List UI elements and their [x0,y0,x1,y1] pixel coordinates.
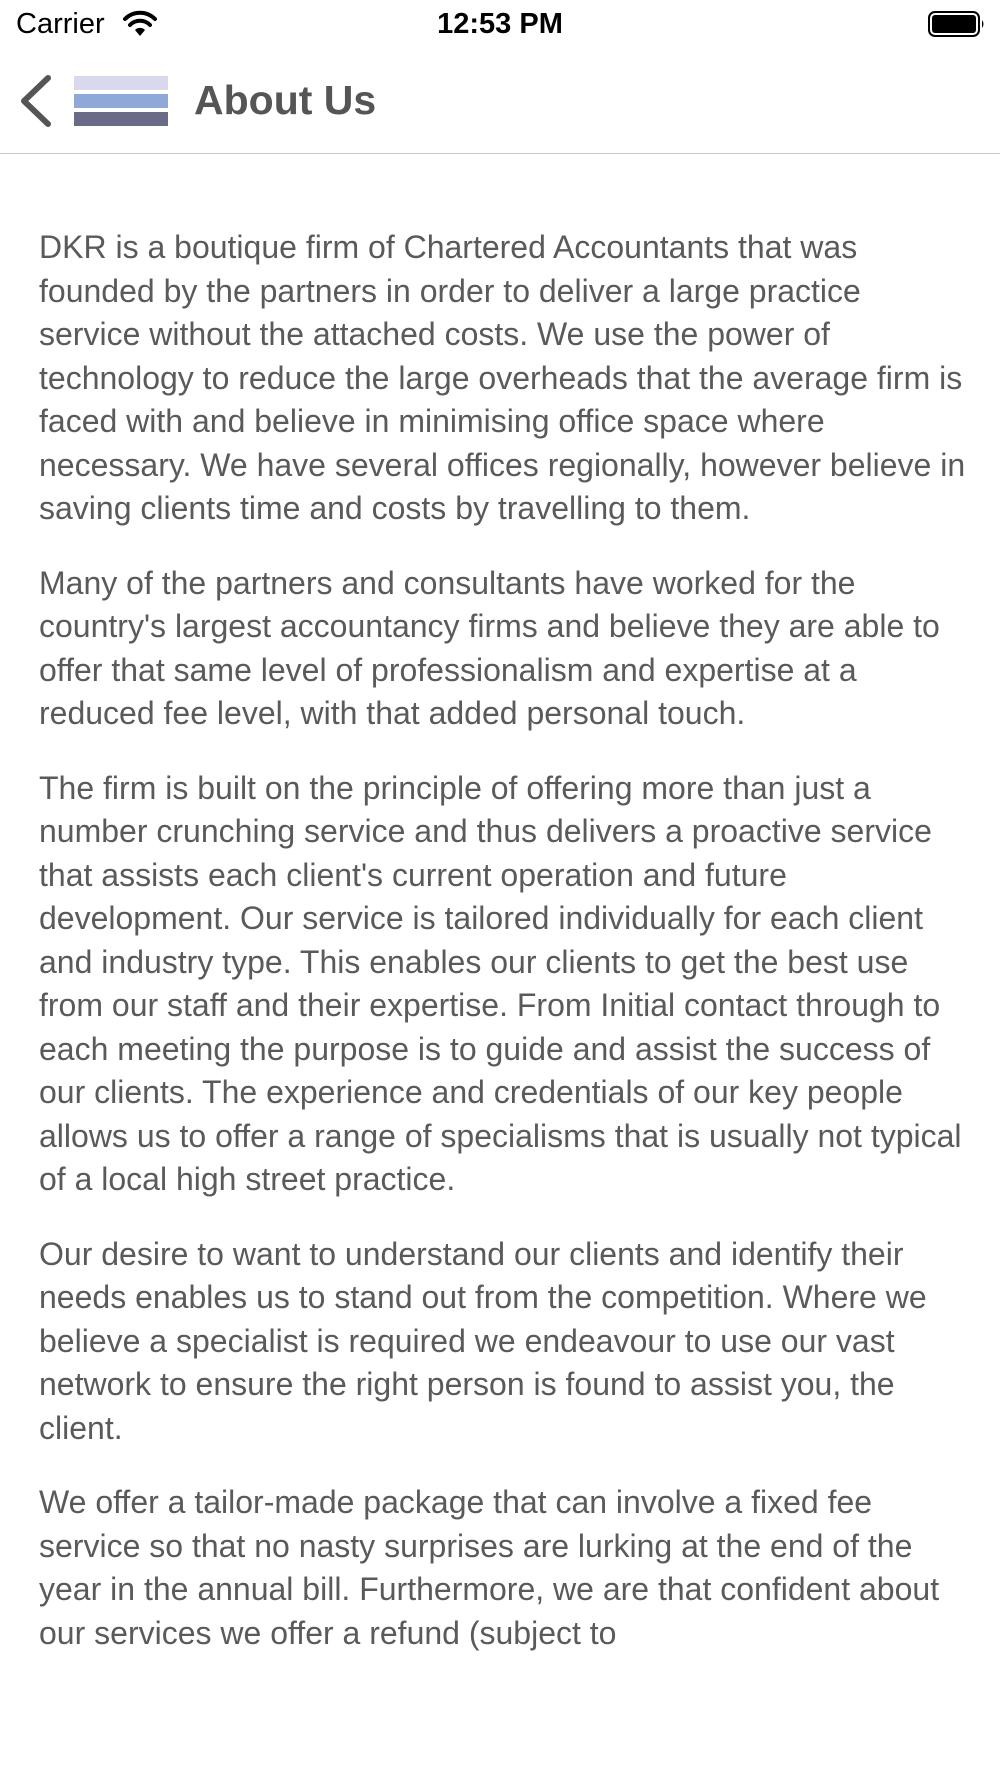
paragraph-2: Many of the partners and consultants have worked for the country's largest accountancy firms and believe they are able to offer that same level of professionalism and expertise at a reduced fee level, with that added personal touch. [39,564,940,731]
app-logo [74,76,168,126]
paragraph-5: We offer a tailor-made package that can involve a fixed fee service so that no nasty surprises are lurking at the end of the year in the annual bill. Furthermore, we are that confident about our services we offer a refund (subject to [39,1484,940,1651]
status-time: 12:53 PM [437,8,563,40]
navigation-bar [0,50,1000,154]
chevron-left-icon[interactable] [16,72,54,130]
paragraph-3: The firm is built on the principle of offering more than just a number crunching service and thus delivers a proactive service that assists each client's current operation and future development. Our service is tailored individually for each client and industry type. This enables our clients to get the best use from our staff and their expertise. From Initial contact through to each meeting the purpose is to guide and assist the success of our clients. The experience and credentials of our key people allows us to offer a range of specialisms that is usually not typical of a local high street practice. [39,769,962,1197]
battery-icon [928,10,986,38]
status-bar [0,0,1000,50]
page-title: About Us [194,77,377,123]
carrier-label: Carrier [16,8,105,40]
paragraph-1: DKR is a boutique firm of Chartered Accountants that was founded by the partners in order to deliver a large practice service without the attached costs. We use the power of technology to reduce the large overheads that the average firm is faced with and believe in minimising office space where necessary. We have several offices regionally, however believe in saving clients time and costs by travelling to them. [39,229,966,526]
about-content [39,226,969,1686]
paragraph-4: Our desire to want to understand our clients and identify their needs enables us to stand out from the competition. Where we believe a specialist is required we endeavour to use our vast network to ensure the right person is found to assist you, the client. [39,1235,927,1446]
